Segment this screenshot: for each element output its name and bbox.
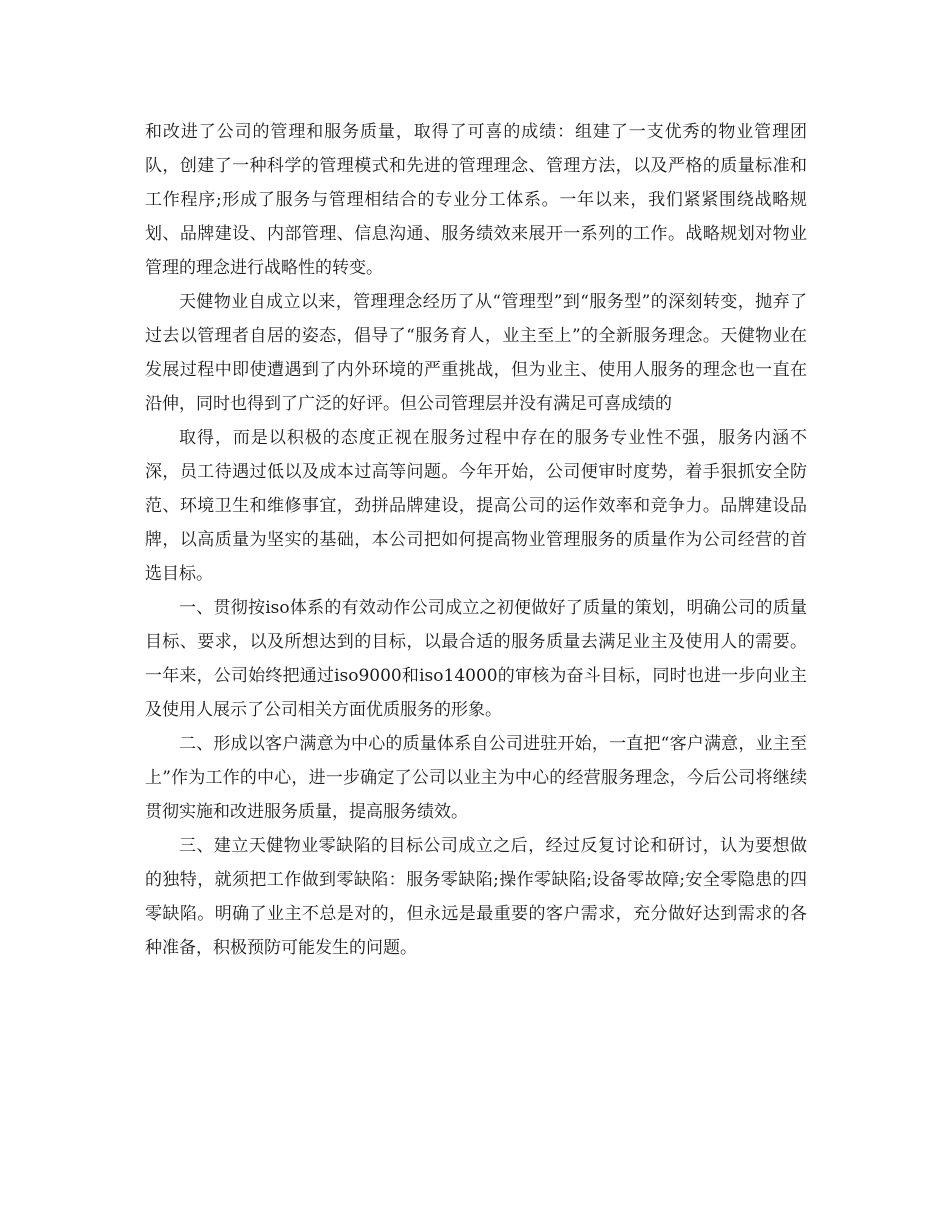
paragraph-2: 天健物业自成立以来，管理理念经历了从“管理型”到“服务型”的深刻转变，抛弃了过去以管理者自居的姿态，倡导了“服务育人，业主至上”的全新服务理念。天健物业在发展过程中即使遭遇到了内外环境的严重挑战，但为业主、使用人服务的理念也一直在沿伸，同时也得到了广泛的好评。但公司管理层并没有满足可喜成绩的 bbox=[145, 292, 807, 414]
paragraph-3: 取得，而是以积极的态度正视在服务过程中存在的服务专业性不强，服务内涵不深，员工待遇过低以及成本过高等问题。今年开始，公司便审时度势，着手狠抓安全防范、环境卫生和维修事宜，劲拼品牌建设，提高公司的运作效率和竞争力。品牌建设品牌，以高质量为坚实的基础，本公司把如何提高物业管理服务的质量作为公司经营的首选目标。 bbox=[145, 428, 807, 584]
paragraph-4: 一、贯彻按iso体系的有效动作公司成立之初便做好了质量的策划，明确公司的质量目标、要求，以及所想达到的目标，以最合适的服务质量去满足业主及使用人的需要。一年来，公司始终把通过iso9000和iso14000的审核为奋斗目标，同时也进一步向业主及使用人展示了公司相关方面优质服务的形象。 bbox=[145, 598, 807, 720]
paragraph-6: 三、建立天健物业零缺陷的目标公司成立之后，经过反复讨论和研讨，认为要想做的独特，就须把工作做到零缺陷：服务零缺陷;操作零缺陷;设备零故障;安全零隐患的四零缺陷。明确了业主不总是对的，但永远是最重要的客户需求，充分做好达到需求的各种准备，积极预防可能发生的问题。 bbox=[145, 836, 807, 958]
document-body bbox=[145, 115, 807, 965]
paragraph-1: 和改进了公司的管理和服务质量，取得了可喜的成绩：组建了一支优秀的物业管理团队，创建了一种科学的管理模式和先进的管理理念、管理方法，以及严格的质量标准和工作程序;形成了服务与管理相结合的专业分工体系。一年以来，我们紧紧围绕战略规划、品牌建设、内部管理、信息沟通、服务绩效来展开一系列的工作。战略规划对物业管理的理念进行战略性的转变。 bbox=[145, 122, 807, 278]
paragraph-5: 二、形成以客户满意为中心的质量体系自公司进驻开始，一直把“客户满意，业主至上”作为工作的中心，进一步确定了公司以业主为中心的经营服务理念，今后公司将继续贯彻实施和改进服务质量，提高服务绩效。 bbox=[145, 734, 807, 822]
